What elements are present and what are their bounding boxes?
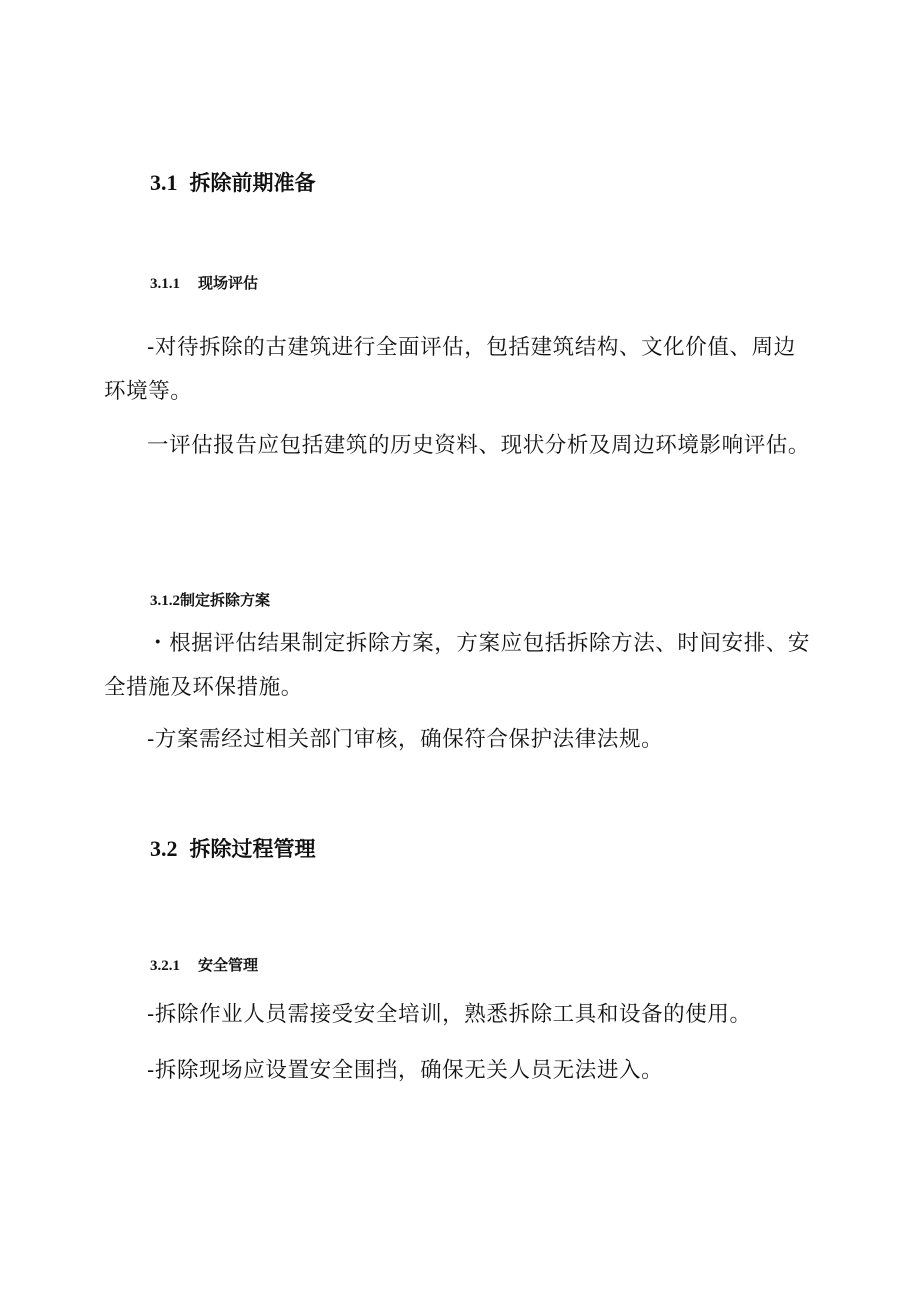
paragraph: -拆除现场应设置安全围挡，确保无关人员无法进入。 xyxy=(147,1058,664,1083)
subsection-heading-3-1-1 xyxy=(150,276,258,292)
subsection-number: 3.1.1 xyxy=(150,276,180,292)
section-number: 3.2 xyxy=(150,836,178,861)
paragraph: 一评估报告应包括建筑的历史资料、现状分析及周边环境影响评估。 xyxy=(147,433,811,458)
section-title: 拆除过程管理 xyxy=(189,837,316,861)
subsection-title: 现场评估 xyxy=(198,274,259,292)
subsection-title: 安全管理 xyxy=(198,956,259,974)
subsection-number: 3.1.2 xyxy=(150,593,180,609)
section-heading-3-1 xyxy=(150,172,316,194)
section-title: 拆除前期准备 xyxy=(189,171,316,195)
subsection-number: 3.2.1 xyxy=(150,958,180,974)
section-heading-3-2 xyxy=(150,838,316,860)
subsection-title: 制定拆除方案 xyxy=(180,591,271,609)
paragraph: -拆除作业人员需接受安全培训，熟悉拆除工具和设备的使用。 xyxy=(147,1002,752,1027)
subsection-heading-3-1-2 xyxy=(150,593,270,609)
subsection-heading-3-2-1 xyxy=(150,958,258,974)
paragraph: -对待拆除的古建筑进行全面评估，包括建筑结构、文化价值、周边环境等。 xyxy=(104,335,796,404)
section-number: 3.1 xyxy=(150,170,178,195)
paragraph: ・根据评估结果制定拆除方案，方案应包括拆除方法、时间安排、安全措施及环保措施。 xyxy=(104,631,811,700)
paragraph: -方案需经过相关部门审核，确保符合保护法律法规。 xyxy=(147,727,664,752)
